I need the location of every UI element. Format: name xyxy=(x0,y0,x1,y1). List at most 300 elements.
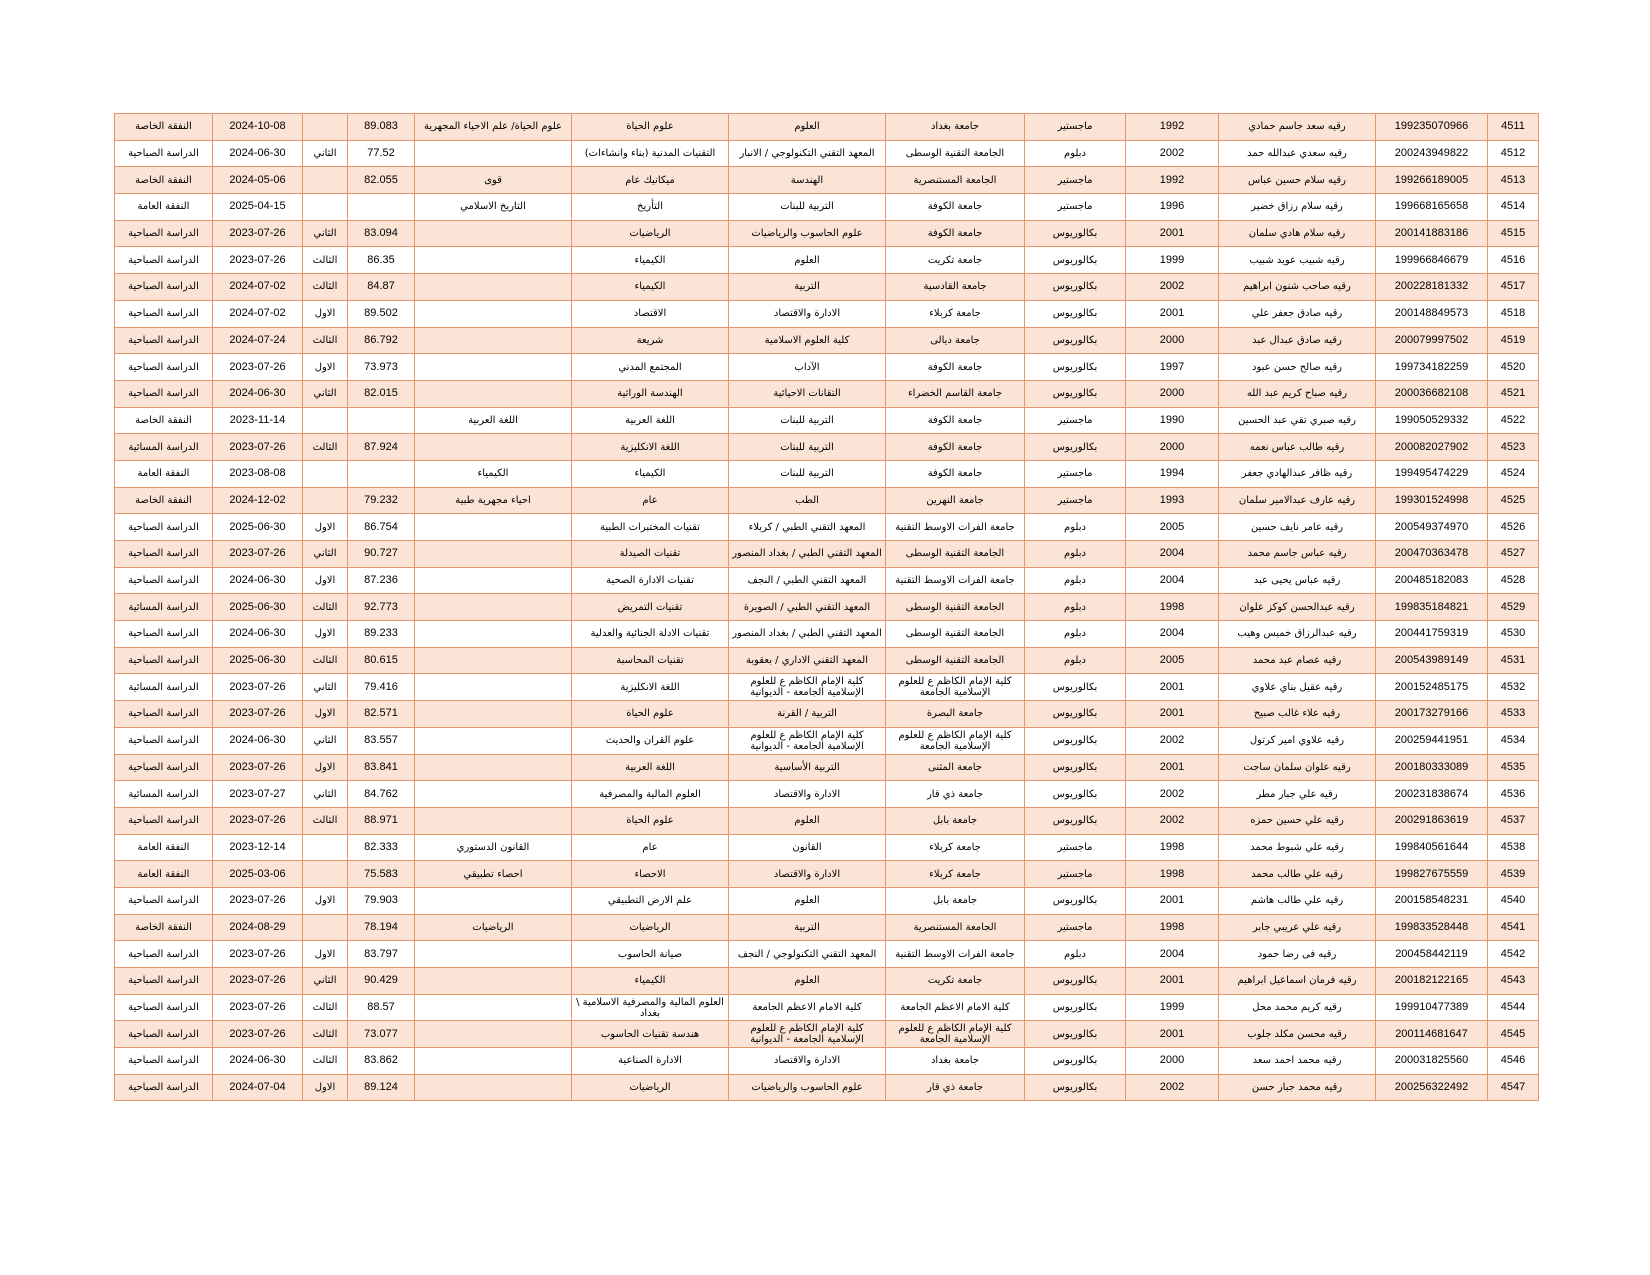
cell-graduation-date: 2023-07-26 xyxy=(213,941,303,968)
cell-department: المجتمع المدني xyxy=(572,354,729,381)
cell-average: 83.557 xyxy=(348,727,415,754)
cell-average: 79.903 xyxy=(348,887,415,914)
cell-study-type: الدراسة المسائية xyxy=(115,594,213,621)
cell-graduation-date: 2023-07-26 xyxy=(213,968,303,995)
cell-rank: الثاني xyxy=(303,220,348,247)
cell-row-number: 4518 xyxy=(1488,300,1539,327)
cell-department: علوم القران والحديث xyxy=(572,727,729,754)
cell-degree: بكالوريوس xyxy=(1025,754,1126,781)
cell-rank xyxy=(303,861,348,888)
cell-full-name: رقيه طالب عباس نعمه xyxy=(1219,434,1376,461)
cell-graduation-date: 2025-04-15 xyxy=(213,194,303,221)
cell-college: المعهد التقني التكنولوجي / النجف xyxy=(729,941,886,968)
cell-study-type: الدراسة الصباحية xyxy=(115,541,213,568)
cell-birth-year: 2001 xyxy=(1126,701,1219,728)
table-row xyxy=(115,567,1539,594)
cell-department: علوم الحياة xyxy=(572,114,729,141)
cell-specialization xyxy=(415,727,572,754)
cell-degree: دبلوم xyxy=(1025,567,1126,594)
cell-study-type: النفقة الخاصة xyxy=(115,114,213,141)
cell-row-number: 4546 xyxy=(1488,1048,1539,1075)
table-row xyxy=(115,114,1539,141)
cell-rank: الثالث xyxy=(303,247,348,274)
cell-specialization xyxy=(415,674,572,701)
table-row xyxy=(115,701,1539,728)
cell-average: 82.015 xyxy=(348,380,415,407)
cell-degree: دبلوم xyxy=(1025,541,1126,568)
table-row xyxy=(115,834,1539,861)
cell-degree: بكالوريوس xyxy=(1025,781,1126,808)
cell-college: الادارة والاقتصاد xyxy=(729,781,886,808)
cell-national-id: 200180333089 xyxy=(1376,754,1488,781)
cell-birth-year: 1992 xyxy=(1126,167,1219,194)
cell-specialization: احياء مجهرية طبية xyxy=(415,487,572,514)
cell-full-name: رقيه شبيب عويد شبيب xyxy=(1219,247,1376,274)
table-body xyxy=(115,114,1539,1101)
cell-graduation-date: 2025-03-06 xyxy=(213,861,303,888)
cell-birth-year: 1993 xyxy=(1126,487,1219,514)
cell-department: ميكانيك عام xyxy=(572,167,729,194)
table-row xyxy=(115,941,1539,968)
table-row xyxy=(115,968,1539,995)
cell-birth-year: 2002 xyxy=(1126,807,1219,834)
cell-national-id: 199734182259 xyxy=(1376,354,1488,381)
table-row xyxy=(115,1048,1539,1075)
cell-degree: ماجستير xyxy=(1025,114,1126,141)
cell-study-type: النفقة العامة xyxy=(115,194,213,221)
cell-study-type: الدراسة الصباحية xyxy=(115,220,213,247)
cell-row-number: 4542 xyxy=(1488,941,1539,968)
cell-specialization xyxy=(415,941,572,968)
cell-birth-year: 2002 xyxy=(1126,781,1219,808)
cell-graduation-date: 2025-06-30 xyxy=(213,594,303,621)
cell-national-id: 199301524998 xyxy=(1376,487,1488,514)
cell-college: الادارة والاقتصاد xyxy=(729,300,886,327)
cell-row-number: 4537 xyxy=(1488,807,1539,834)
cell-birth-year: 2001 xyxy=(1126,1021,1219,1048)
cell-degree: بكالوريوس xyxy=(1025,220,1126,247)
cell-graduation-date: 2024-07-02 xyxy=(213,274,303,301)
cell-department: العلوم المالية والمصرفية xyxy=(572,781,729,808)
cell-department: الرياضيات xyxy=(572,914,729,941)
cell-college: كلية الامام الاعظم الجامعة xyxy=(729,994,886,1021)
cell-department: تقنيات المحاسبة xyxy=(572,647,729,674)
cell-average: 84.762 xyxy=(348,781,415,808)
cell-row-number: 4522 xyxy=(1488,407,1539,434)
cell-college: التربية الأساسية xyxy=(729,754,886,781)
cell-rank: الاول xyxy=(303,887,348,914)
cell-study-type: الدراسة الصباحية xyxy=(115,354,213,381)
cell-department: تقنيات الادارة الصحية xyxy=(572,567,729,594)
cell-specialization: احصاء تطبيقي xyxy=(415,861,572,888)
cell-birth-year: 2001 xyxy=(1126,968,1219,995)
cell-rank: الاول xyxy=(303,621,348,648)
table-row xyxy=(115,300,1539,327)
cell-full-name: رقيه علوان سلمان ساجت xyxy=(1219,754,1376,781)
table-row xyxy=(115,621,1539,648)
cell-study-type: الدراسة الصباحية xyxy=(115,887,213,914)
cell-average: 82.333 xyxy=(348,834,415,861)
cell-department: اللغة العربية xyxy=(572,407,729,434)
cell-national-id: 199235070966 xyxy=(1376,114,1488,141)
cell-graduation-date: 2023-07-26 xyxy=(213,807,303,834)
cell-degree: بكالوريوس xyxy=(1025,701,1126,728)
cell-specialization xyxy=(415,514,572,541)
cell-graduation-date: 2024-12-02 xyxy=(213,487,303,514)
cell-national-id: 200256322492 xyxy=(1376,1074,1488,1101)
cell-degree: ماجستير xyxy=(1025,460,1126,487)
cell-full-name: رقيه علاء غالب صبيح xyxy=(1219,701,1376,728)
cell-degree: بكالوريوس xyxy=(1025,1074,1126,1101)
cell-university: جامعة الكوفة xyxy=(886,220,1025,247)
table-row xyxy=(115,914,1539,941)
cell-degree: ماجستير xyxy=(1025,834,1126,861)
cell-graduation-date: 2023-07-26 xyxy=(213,434,303,461)
cell-graduation-date: 2023-07-26 xyxy=(213,754,303,781)
cell-degree: بكالوريوس xyxy=(1025,434,1126,461)
cell-degree: بكالوريوس xyxy=(1025,994,1126,1021)
cell-specialization: الكيمياء xyxy=(415,460,572,487)
cell-row-number: 4541 xyxy=(1488,914,1539,941)
cell-graduation-date: 2024-07-04 xyxy=(213,1074,303,1101)
cell-birth-year: 2002 xyxy=(1126,727,1219,754)
cell-average: 73.973 xyxy=(348,354,415,381)
cell-average: 82.055 xyxy=(348,167,415,194)
cell-department: التقنيات المدنية (بناء وانشاءات) xyxy=(572,140,729,167)
cell-rank xyxy=(303,460,348,487)
table-row xyxy=(115,407,1539,434)
cell-specialization xyxy=(415,807,572,834)
cell-graduation-date: 2023-11-14 xyxy=(213,407,303,434)
cell-degree: دبلوم xyxy=(1025,594,1126,621)
cell-specialization xyxy=(415,594,572,621)
cell-national-id: 200458442119 xyxy=(1376,941,1488,968)
cell-college: المعهد التقني الطبي / بغداد المنصور xyxy=(729,621,886,648)
cell-department: اللغة العربية xyxy=(572,754,729,781)
cell-row-number: 4543 xyxy=(1488,968,1539,995)
cell-national-id: 200543989149 xyxy=(1376,647,1488,674)
cell-degree: بكالوريوس xyxy=(1025,968,1126,995)
cell-university: جامعة الكوفة xyxy=(886,194,1025,221)
cell-birth-year: 2000 xyxy=(1126,1048,1219,1075)
cell-national-id: 200148849573 xyxy=(1376,300,1488,327)
cell-average: 87.924 xyxy=(348,434,415,461)
cell-degree: بكالوريوس xyxy=(1025,247,1126,274)
cell-college: التربية للبنات xyxy=(729,194,886,221)
cell-study-type: الدراسة الصباحية xyxy=(115,247,213,274)
table-row xyxy=(115,327,1539,354)
cell-national-id: 199266189005 xyxy=(1376,167,1488,194)
cell-national-id: 199840561644 xyxy=(1376,834,1488,861)
cell-specialization xyxy=(415,140,572,167)
cell-rank: الاول xyxy=(303,701,348,728)
cell-full-name: رقيه محسن مكلد جلوب xyxy=(1219,1021,1376,1048)
cell-college: كلية العلوم الاسلامية xyxy=(729,327,886,354)
cell-college: المعهد التقني الاداري / بعقوبة xyxy=(729,647,886,674)
cell-college: العلوم xyxy=(729,968,886,995)
cell-college: علوم الحاسوب والرياضيات xyxy=(729,1074,886,1101)
cell-average: 83.094 xyxy=(348,220,415,247)
cell-college: المعهد التقني الطبي / الصويرة xyxy=(729,594,886,621)
cell-average xyxy=(348,460,415,487)
cell-birth-year: 1998 xyxy=(1126,914,1219,941)
table-row xyxy=(115,434,1539,461)
cell-department: تقنيات المختبرات الطبية xyxy=(572,514,729,541)
cell-department: اللغة الانكليزية xyxy=(572,674,729,701)
cell-national-id: 200114681647 xyxy=(1376,1021,1488,1048)
cell-university: جامعة الفرات الاوسط التقنية xyxy=(886,514,1025,541)
table-row xyxy=(115,781,1539,808)
cell-graduation-date: 2023-07-26 xyxy=(213,674,303,701)
cell-rank xyxy=(303,167,348,194)
cell-study-type: النفقة العامة xyxy=(115,861,213,888)
cell-row-number: 4539 xyxy=(1488,861,1539,888)
cell-rank: الاول xyxy=(303,941,348,968)
cell-full-name: رقيه صاحب شنون ابراهيم xyxy=(1219,274,1376,301)
cell-degree: ماجستير xyxy=(1025,167,1126,194)
cell-university: الجامعة التقنية الوسطى xyxy=(886,621,1025,648)
table-row xyxy=(115,220,1539,247)
cell-row-number: 4511 xyxy=(1488,114,1539,141)
cell-birth-year: 2000 xyxy=(1126,327,1219,354)
cell-study-type: الدراسة الصباحية xyxy=(115,274,213,301)
cell-specialization xyxy=(415,781,572,808)
cell-rank: الثالث xyxy=(303,274,348,301)
cell-degree: ماجستير xyxy=(1025,407,1126,434)
cell-graduation-date: 2023-07-26 xyxy=(213,220,303,247)
cell-birth-year: 2000 xyxy=(1126,434,1219,461)
cell-national-id: 199835184821 xyxy=(1376,594,1488,621)
cell-full-name: رقيه سلام حسين عباس xyxy=(1219,167,1376,194)
cell-study-type: النفقة الخاصة xyxy=(115,407,213,434)
cell-average: 88.971 xyxy=(348,807,415,834)
cell-rank: الثاني xyxy=(303,727,348,754)
cell-degree: بكالوريوس xyxy=(1025,807,1126,834)
cell-birth-year: 2001 xyxy=(1126,674,1219,701)
cell-row-number: 4536 xyxy=(1488,781,1539,808)
cell-department: التأريخ xyxy=(572,194,729,221)
cell-average: 89.083 xyxy=(348,114,415,141)
cell-department: هندسة تقنيات الحاسوب xyxy=(572,1021,729,1048)
cell-university: جامعة الكوفة xyxy=(886,434,1025,461)
cell-birth-year: 1999 xyxy=(1126,994,1219,1021)
cell-rank: الاول xyxy=(303,1074,348,1101)
cell-row-number: 4540 xyxy=(1488,887,1539,914)
cell-college: الآداب xyxy=(729,354,886,381)
table-row xyxy=(115,487,1539,514)
cell-degree: ماجستير xyxy=(1025,861,1126,888)
cell-birth-year: 2002 xyxy=(1126,140,1219,167)
cell-full-name: رقيه صادق جعفر علي xyxy=(1219,300,1376,327)
cell-full-name: رقيه صبري تقي عبد الحسين xyxy=(1219,407,1376,434)
cell-full-name: رقيه علي طالب هاشم xyxy=(1219,887,1376,914)
cell-row-number: 4523 xyxy=(1488,434,1539,461)
cell-graduation-date: 2024-08-29 xyxy=(213,914,303,941)
table-row xyxy=(115,380,1539,407)
cell-birth-year: 1998 xyxy=(1126,834,1219,861)
cell-specialization xyxy=(415,380,572,407)
cell-average: 86.35 xyxy=(348,247,415,274)
cell-rank: الثالث xyxy=(303,994,348,1021)
cell-full-name: رقيه سعدي عبدالله حمد xyxy=(1219,140,1376,167)
cell-national-id: 200158548231 xyxy=(1376,887,1488,914)
cell-university: جامعة ديالى xyxy=(886,327,1025,354)
cell-college: العلوم xyxy=(729,247,886,274)
cell-specialization xyxy=(415,220,572,247)
cell-full-name: رقيه سلام رزاق خضير xyxy=(1219,194,1376,221)
cell-national-id: 200243949822 xyxy=(1376,140,1488,167)
cell-average xyxy=(348,407,415,434)
cell-specialization xyxy=(415,994,572,1021)
cell-college: المعهد التقني الطبي / كربلاء xyxy=(729,514,886,541)
cell-university: جامعة تكريت xyxy=(886,968,1025,995)
table-row xyxy=(115,994,1539,1021)
cell-row-number: 4519 xyxy=(1488,327,1539,354)
cell-birth-year: 2004 xyxy=(1126,941,1219,968)
table-row xyxy=(115,460,1539,487)
cell-average: 90.727 xyxy=(348,541,415,568)
cell-specialization xyxy=(415,300,572,327)
cell-study-type: الدراسة الصباحية xyxy=(115,994,213,1021)
cell-college: القانون xyxy=(729,834,886,861)
records-sheet xyxy=(114,113,1538,1101)
cell-college: الادارة والاقتصاد xyxy=(729,1048,886,1075)
cell-study-type: النفقة الخاصة xyxy=(115,167,213,194)
table-row xyxy=(115,167,1539,194)
cell-graduation-date: 2023-07-27 xyxy=(213,781,303,808)
cell-degree: دبلوم xyxy=(1025,140,1126,167)
cell-university: جامعة ذي قار xyxy=(886,781,1025,808)
cell-full-name: رقيه عامر نايف حسين xyxy=(1219,514,1376,541)
cell-rank: الثاني xyxy=(303,140,348,167)
cell-university: جامعة بابل xyxy=(886,887,1025,914)
cell-row-number: 4530 xyxy=(1488,621,1539,648)
cell-full-name: رقيه عصام عبد محمد xyxy=(1219,647,1376,674)
cell-study-type: الدراسة الصباحية xyxy=(115,1021,213,1048)
cell-full-name: رقيه صادق عبدال عبد xyxy=(1219,327,1376,354)
cell-full-name: رقيه فى رضا حمود xyxy=(1219,941,1376,968)
cell-degree: بكالوريوس xyxy=(1025,327,1126,354)
cell-college: التربية xyxy=(729,274,886,301)
cell-full-name: رقيه فرمان اسماعيل ابراهيم xyxy=(1219,968,1376,995)
cell-graduation-date: 2023-07-26 xyxy=(213,887,303,914)
cell-average xyxy=(348,194,415,221)
cell-row-number: 4524 xyxy=(1488,460,1539,487)
cell-rank: الثاني xyxy=(303,674,348,701)
cell-national-id: 199833528448 xyxy=(1376,914,1488,941)
cell-degree: بكالوريوس xyxy=(1025,674,1126,701)
cell-rank: الثالث xyxy=(303,594,348,621)
cell-full-name: رقيه عباس جاسم محمد xyxy=(1219,541,1376,568)
cell-rank: الثالث xyxy=(303,327,348,354)
cell-full-name: رقيه عبدالحسن كوكز علوان xyxy=(1219,594,1376,621)
cell-row-number: 4544 xyxy=(1488,994,1539,1021)
cell-row-number: 4534 xyxy=(1488,727,1539,754)
cell-specialization xyxy=(415,274,572,301)
cell-average: 83.841 xyxy=(348,754,415,781)
cell-average: 87.236 xyxy=(348,567,415,594)
cell-full-name: رقيه علي شبوط محمد xyxy=(1219,834,1376,861)
cell-graduation-date: 2024-06-30 xyxy=(213,727,303,754)
cell-full-name: رقيه محمد احمد سعد xyxy=(1219,1048,1376,1075)
cell-national-id: 200231838674 xyxy=(1376,781,1488,808)
cell-average: 89.124 xyxy=(348,1074,415,1101)
cell-graduation-date: 2023-08-08 xyxy=(213,460,303,487)
cell-average: 73.077 xyxy=(348,1021,415,1048)
cell-rank xyxy=(303,114,348,141)
cell-birth-year: 2004 xyxy=(1126,541,1219,568)
cell-national-id: 199495474229 xyxy=(1376,460,1488,487)
cell-university: جامعة القادسية xyxy=(886,274,1025,301)
cell-graduation-date: 2024-06-30 xyxy=(213,140,303,167)
cell-specialization: علوم الحياة/ علم الاحياء المجهرية xyxy=(415,114,572,141)
cell-degree: دبلوم xyxy=(1025,621,1126,648)
cell-university: كلية الإمام الكاظم ع للعلوم الإسلامية الجامعة xyxy=(886,727,1025,754)
cell-department: الكيمياء xyxy=(572,968,729,995)
cell-rank: الثالث xyxy=(303,807,348,834)
cell-university: جامعة الكوفة xyxy=(886,407,1025,434)
cell-national-id: 200141883186 xyxy=(1376,220,1488,247)
cell-degree: بكالوريوس xyxy=(1025,1021,1126,1048)
cell-national-id: 200485182083 xyxy=(1376,567,1488,594)
cell-degree: ماجستير xyxy=(1025,914,1126,941)
cell-university: الجامعة التقنية الوسطى xyxy=(886,140,1025,167)
cell-national-id: 199050529332 xyxy=(1376,407,1488,434)
cell-rank: الاول xyxy=(303,567,348,594)
cell-department: الكيمياء xyxy=(572,460,729,487)
cell-university: جامعة بغداد xyxy=(886,1048,1025,1075)
cell-degree: ماجستير xyxy=(1025,194,1126,221)
cell-college: التقانات الاحيائية xyxy=(729,380,886,407)
cell-study-type: الدراسة الصباحية xyxy=(115,514,213,541)
cell-college: كلية الإمام الكاظم ع للعلوم الإسلامية الجامعة - الديوانية xyxy=(729,674,886,701)
cell-graduation-date: 2024-07-24 xyxy=(213,327,303,354)
cell-birth-year: 1998 xyxy=(1126,861,1219,888)
cell-specialization xyxy=(415,1048,572,1075)
cell-college: المعهد التقني التكنولوجي / الانبار xyxy=(729,140,886,167)
cell-department: العلوم المالية والمصرفية الاسلامية \ بغداد xyxy=(572,994,729,1021)
cell-birth-year: 2001 xyxy=(1126,220,1219,247)
cell-university: جامعة البصرة xyxy=(886,701,1025,728)
cell-university: جامعة كربلاء xyxy=(886,300,1025,327)
cell-university: جامعة المثنى xyxy=(886,754,1025,781)
cell-specialization xyxy=(415,327,572,354)
cell-national-id: 200470363478 xyxy=(1376,541,1488,568)
table-row xyxy=(115,514,1539,541)
table-row xyxy=(115,194,1539,221)
cell-university: جامعة ذي قار xyxy=(886,1074,1025,1101)
cell-average: 86.754 xyxy=(348,514,415,541)
cell-national-id: 199910477389 xyxy=(1376,994,1488,1021)
cell-study-type: الدراسة الصباحية xyxy=(115,140,213,167)
records-table xyxy=(114,113,1539,1101)
cell-average: 89.233 xyxy=(348,621,415,648)
cell-national-id: 200036682108 xyxy=(1376,380,1488,407)
cell-row-number: 4520 xyxy=(1488,354,1539,381)
cell-row-number: 4513 xyxy=(1488,167,1539,194)
cell-study-type: الدراسة الصباحية xyxy=(115,567,213,594)
cell-row-number: 4538 xyxy=(1488,834,1539,861)
cell-study-type: الدراسة الصباحية xyxy=(115,968,213,995)
cell-national-id: 200031825560 xyxy=(1376,1048,1488,1075)
cell-college: علوم الحاسوب والرياضيات xyxy=(729,220,886,247)
table-row xyxy=(115,727,1539,754)
cell-national-id: 200228181332 xyxy=(1376,274,1488,301)
cell-full-name: رقيه عبدالرزاق خميس وهيب xyxy=(1219,621,1376,648)
cell-row-number: 4525 xyxy=(1488,487,1539,514)
cell-average: 92.773 xyxy=(348,594,415,621)
cell-college: التربية xyxy=(729,914,886,941)
